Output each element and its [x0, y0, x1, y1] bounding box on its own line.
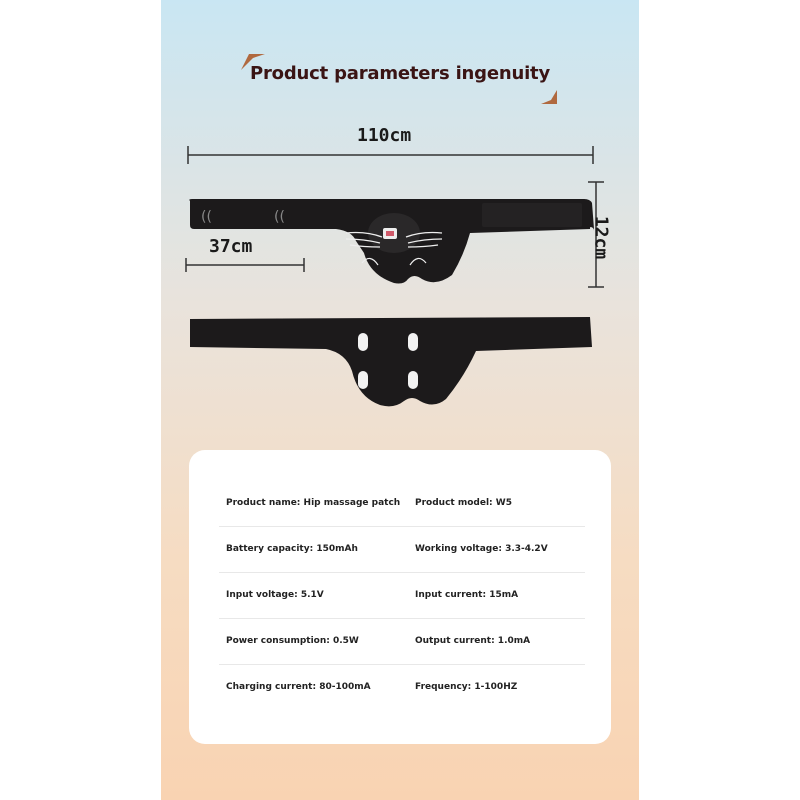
spec-row — [219, 664, 585, 710]
spec-row — [219, 572, 585, 619]
belt-front-image — [186, 193, 596, 293]
page-title: Product parameters ingenuity — [250, 63, 550, 84]
spec-product-model: Product model: W5 — [415, 498, 512, 508]
specs-card — [189, 450, 611, 744]
spec-output-current: Output current: 1.0mA — [415, 636, 531, 646]
product-panel — [161, 0, 639, 800]
svg-text:((: (( — [274, 209, 285, 225]
spec-input-current: Input current: 15mA — [415, 590, 519, 600]
spec-input-voltage: Input voltage: 5.1V — [226, 590, 324, 600]
spec-product-name: Product name: Hip massage patch — [226, 498, 401, 508]
length-dimension-line — [186, 143, 596, 167]
length-label: 110cm — [357, 125, 412, 146]
spec-row — [219, 480, 585, 527]
spec-power-consumption: Power consumption: 0.5W — [226, 636, 359, 646]
spec-charging-current: Charging current: 80-100mA — [226, 682, 371, 692]
spec-row — [219, 526, 585, 573]
spec-battery-capacity: Battery capacity: 150mAh — [226, 544, 358, 554]
width-label: 12cm — [590, 215, 612, 260]
belt-back-image — [186, 315, 596, 410]
svg-text:((: (( — [201, 209, 212, 225]
spec-row — [219, 618, 585, 665]
spec-frequency: Frequency: 1-100HZ — [415, 682, 518, 692]
spec-working-voltage: Working voltage: 3.3-4.2V — [415, 544, 548, 554]
corner-decoration-bottom-right — [539, 88, 559, 108]
section-label: 37cm — [209, 236, 253, 257]
